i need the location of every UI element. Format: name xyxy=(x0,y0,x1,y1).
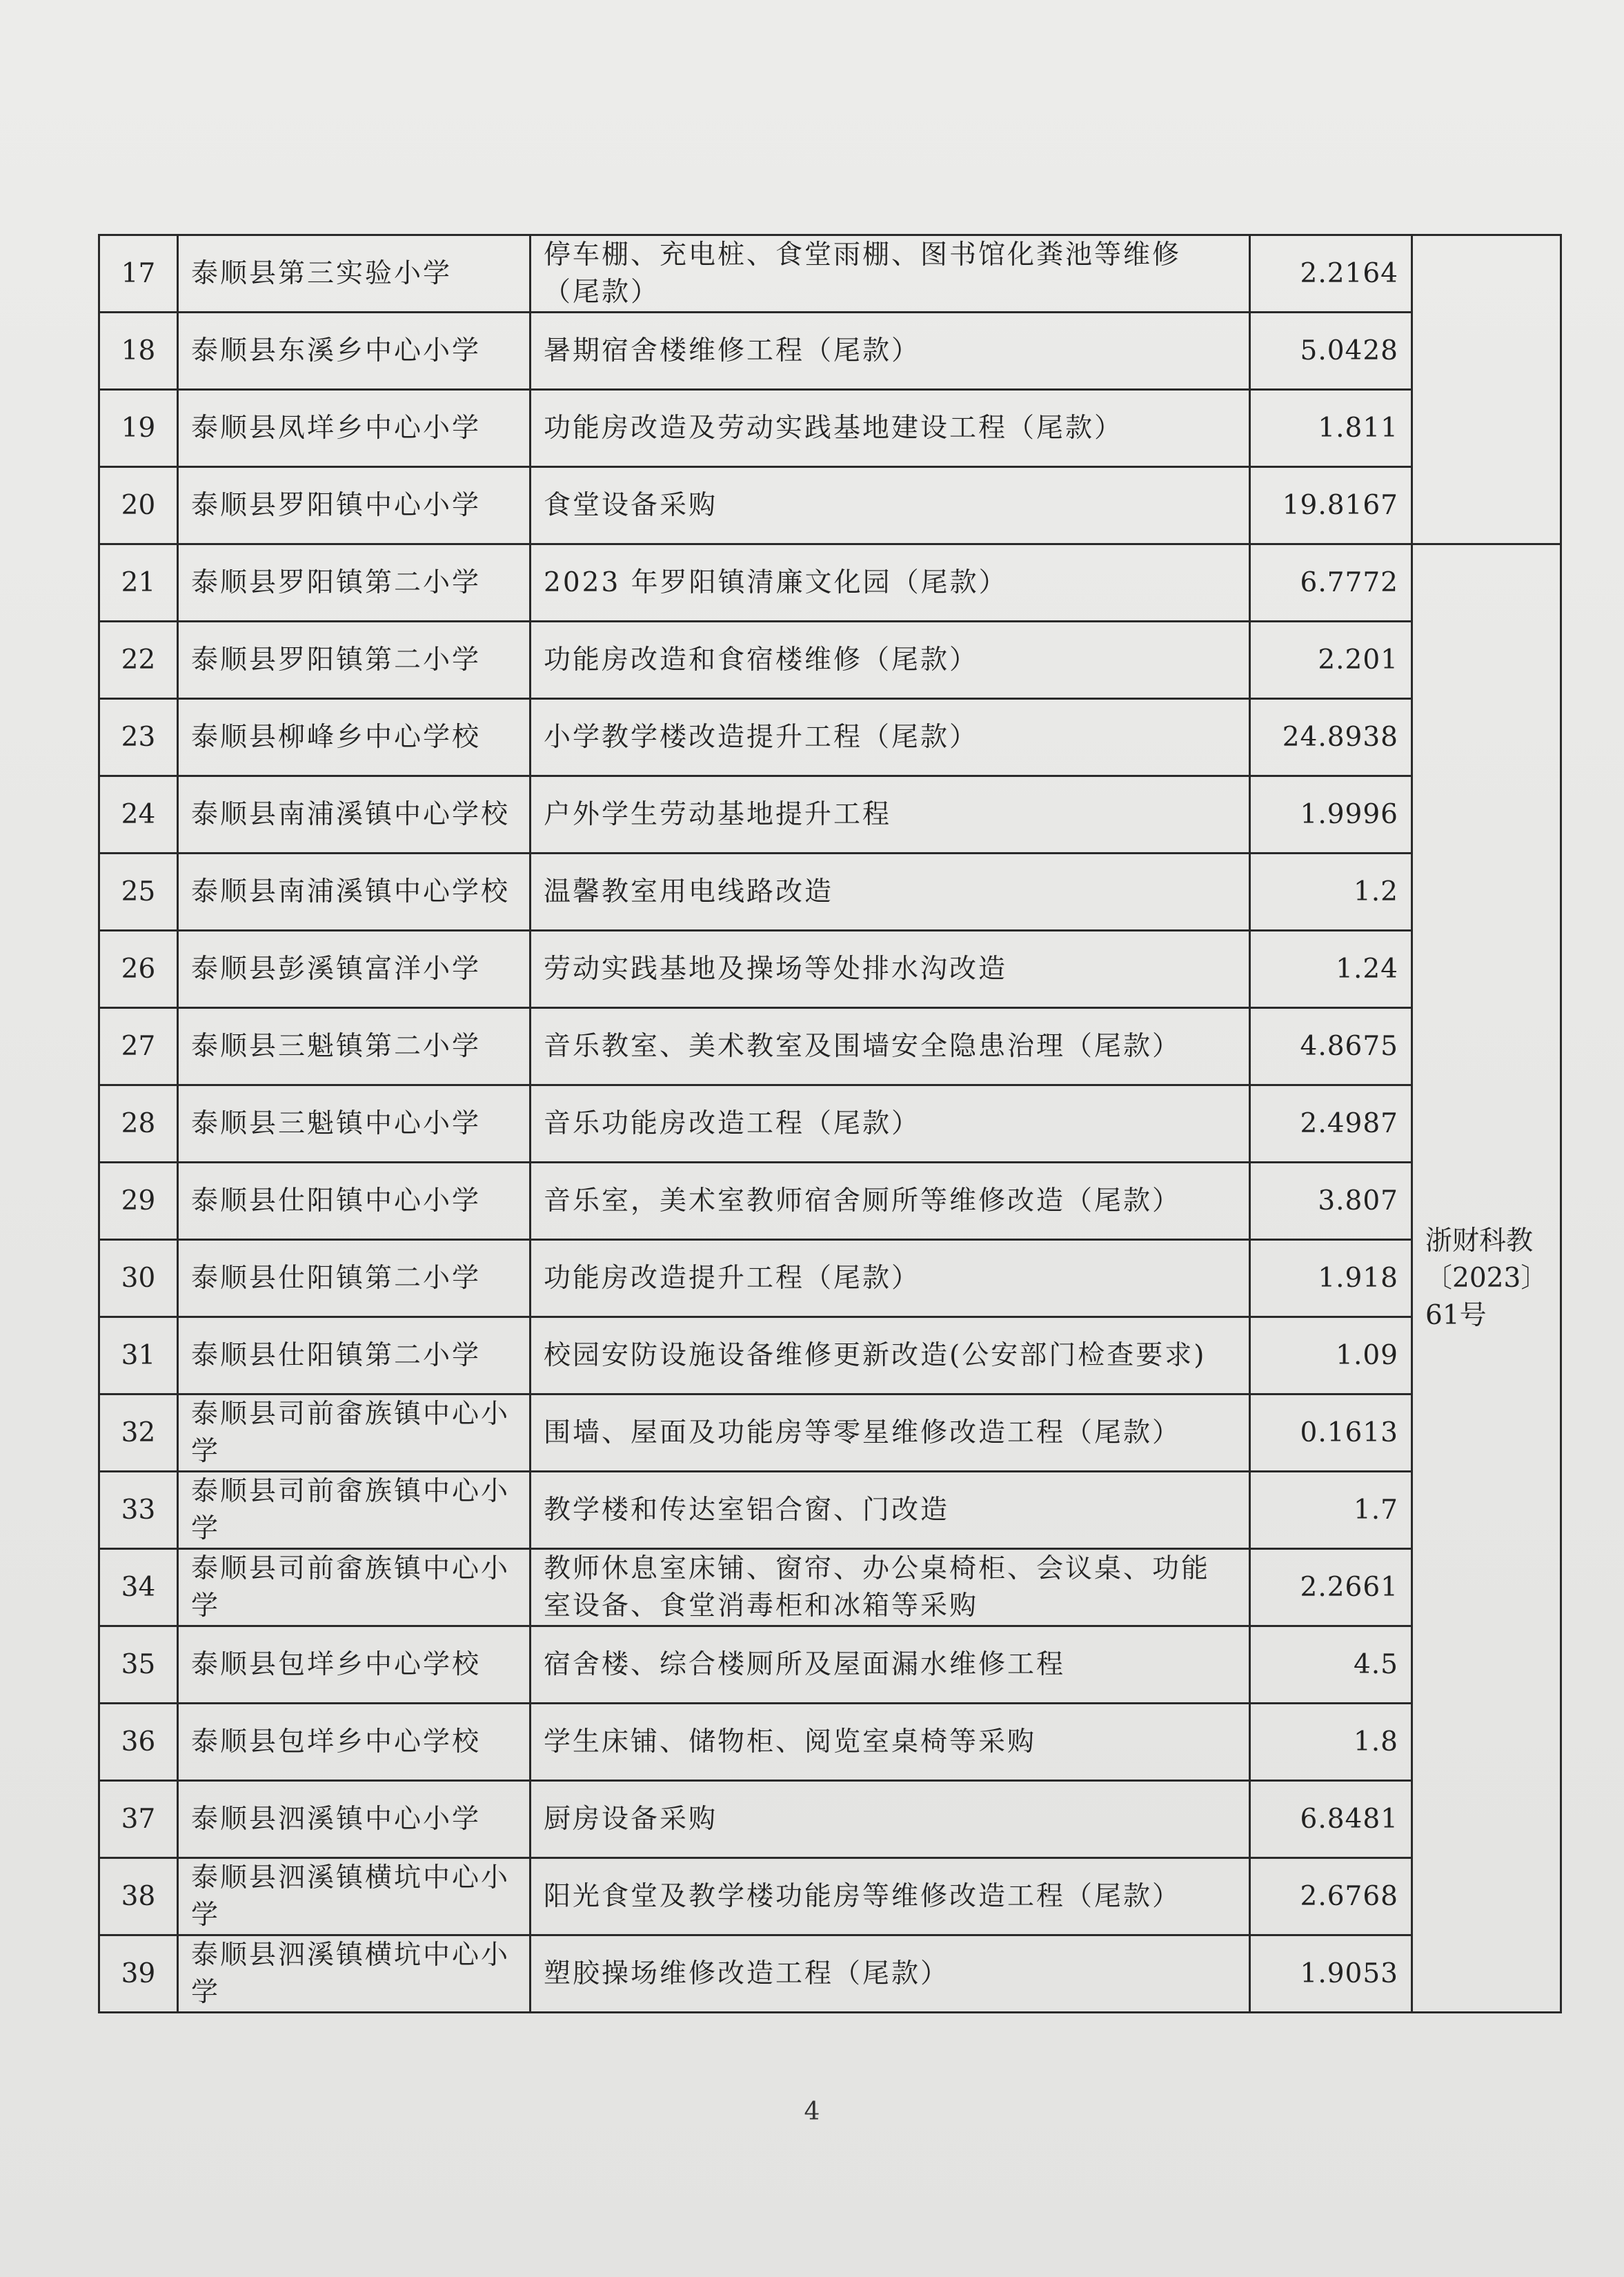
row-number: 24 xyxy=(99,776,178,854)
amount-value: 4.8675 xyxy=(1250,1008,1412,1085)
table-row xyxy=(99,1394,1561,1472)
table-row xyxy=(99,1781,1561,1858)
row-number: 22 xyxy=(99,622,178,699)
amount-value: 2.2164 xyxy=(1250,235,1412,313)
amount-value: 1.7 xyxy=(1250,1472,1412,1549)
amount-value: 1.2 xyxy=(1250,854,1412,931)
table-row xyxy=(99,467,1561,544)
school-name: 泰顺县东溪乡中心小学 xyxy=(178,313,531,390)
school-name: 泰顺县包垟乡中心学校 xyxy=(178,1704,531,1781)
table-row xyxy=(99,1240,1561,1317)
project-name: 功能房改造提升工程（尾款） xyxy=(531,1240,1250,1317)
table-row xyxy=(99,1085,1561,1163)
table-row xyxy=(99,854,1561,931)
row-number: 37 xyxy=(99,1781,178,1858)
amount-value: 2.2661 xyxy=(1250,1549,1412,1626)
school-name: 泰顺县包垟乡中心学校 xyxy=(178,1626,531,1704)
project-name: 2023 年罗阳镇清廉文化园（尾款） xyxy=(531,544,1250,622)
table-row xyxy=(99,235,1561,313)
allocation-table xyxy=(98,234,1562,2013)
table-row xyxy=(99,1549,1561,1626)
school-name: 泰顺县罗阳镇第二小学 xyxy=(178,544,531,622)
amount-value: 1.9996 xyxy=(1250,776,1412,854)
table-row xyxy=(99,622,1561,699)
project-name: 功能房改造及劳动实践基地建设工程（尾款） xyxy=(531,390,1250,467)
school-name: 泰顺县仕阳镇中心小学 xyxy=(178,1163,531,1240)
table-row xyxy=(99,390,1561,467)
amount-value: 6.8481 xyxy=(1250,1781,1412,1858)
table-row xyxy=(99,1163,1561,1240)
project-name: 停车棚、充电桩、食堂雨棚、图书馆化粪池等维修（尾款） xyxy=(531,235,1250,313)
row-number: 26 xyxy=(99,931,178,1008)
row-number: 34 xyxy=(99,1549,178,1626)
amount-value: 3.807 xyxy=(1250,1163,1412,1240)
table-row xyxy=(99,1858,1561,1935)
doc-ref-empty-cell xyxy=(1412,235,1561,544)
project-name: 温馨教室用电线路改造 xyxy=(531,854,1250,931)
table-row xyxy=(99,544,1561,622)
school-name: 泰顺县司前畲族镇中心小学 xyxy=(178,1394,531,1472)
school-name: 泰顺县南浦溪镇中心学校 xyxy=(178,854,531,931)
page-number: 4 xyxy=(804,2098,820,2126)
amount-value: 2.6768 xyxy=(1250,1858,1412,1935)
doc-ref-cell: 浙财科教〔2023〕61号 xyxy=(1412,544,1561,2013)
project-name: 教师休息室床铺、窗帘、办公桌椅柜、会议桌、功能室设备、食堂消毒柜和冰箱等采购 xyxy=(531,1549,1250,1626)
school-name: 泰顺县司前畲族镇中心小学 xyxy=(178,1472,531,1549)
school-name: 泰顺县罗阳镇中心小学 xyxy=(178,467,531,544)
school-name: 泰顺县泗溪镇横坑中心小学 xyxy=(178,1858,531,1935)
amount-value: 2.201 xyxy=(1250,622,1412,699)
project-name: 暑期宿舍楼维修工程（尾款） xyxy=(531,313,1250,390)
project-name: 音乐室，美术室教师宿舍厕所等维修改造（尾款） xyxy=(531,1163,1250,1240)
school-name: 泰顺县三魁镇第二小学 xyxy=(178,1008,531,1085)
row-number: 27 xyxy=(99,1008,178,1085)
row-number: 28 xyxy=(99,1085,178,1163)
row-number: 36 xyxy=(99,1704,178,1781)
school-name: 泰顺县罗阳镇第二小学 xyxy=(178,622,531,699)
project-name: 围墙、屋面及功能房等零星维修改造工程（尾款） xyxy=(531,1394,1250,1472)
amount-value: 1.8 xyxy=(1250,1704,1412,1781)
school-name: 泰顺县泗溪镇中心小学 xyxy=(178,1781,531,1858)
school-name: 泰顺县彭溪镇富洋小学 xyxy=(178,931,531,1008)
school-name: 泰顺县仕阳镇第二小学 xyxy=(178,1317,531,1394)
row-number: 33 xyxy=(99,1472,178,1549)
school-name: 泰顺县凤垟乡中心小学 xyxy=(178,390,531,467)
amount-value: 1.9053 xyxy=(1250,1935,1412,2013)
project-name: 食堂设备采购 xyxy=(531,467,1250,544)
row-number: 31 xyxy=(99,1317,178,1394)
row-number: 21 xyxy=(99,544,178,622)
project-name: 功能房改造和食宿楼维修（尾款） xyxy=(531,622,1250,699)
school-name: 泰顺县三魁镇中心小学 xyxy=(178,1085,531,1163)
school-name: 泰顺县柳峰乡中心学校 xyxy=(178,699,531,776)
row-number: 17 xyxy=(99,235,178,313)
project-name: 厨房设备采购 xyxy=(531,1781,1250,1858)
table-row xyxy=(99,1704,1561,1781)
row-number: 38 xyxy=(99,1858,178,1935)
project-name: 音乐教室、美术教室及围墙安全隐患治理（尾款） xyxy=(531,1008,1250,1085)
table-body xyxy=(99,235,1561,2013)
school-name: 泰顺县泗溪镇横坑中心小学 xyxy=(178,1935,531,2013)
school-name: 泰顺县第三实验小学 xyxy=(178,235,531,313)
row-number: 20 xyxy=(99,467,178,544)
row-number: 29 xyxy=(99,1163,178,1240)
project-name: 教学楼和传达室铝合窗、门改造 xyxy=(531,1472,1250,1549)
amount-value: 1.918 xyxy=(1250,1240,1412,1317)
amount-value: 5.0428 xyxy=(1250,313,1412,390)
school-name: 泰顺县仕阳镇第二小学 xyxy=(178,1240,531,1317)
school-name: 泰顺县司前畲族镇中心小学 xyxy=(178,1549,531,1626)
table-row xyxy=(99,931,1561,1008)
amount-value: 1.09 xyxy=(1250,1317,1412,1394)
project-name: 塑胶操场维修改造工程（尾款） xyxy=(531,1935,1250,2013)
project-name: 宿舍楼、综合楼厕所及屋面漏水维修工程 xyxy=(531,1626,1250,1704)
table-row xyxy=(99,1008,1561,1085)
table-row xyxy=(99,1317,1561,1394)
amount-value: 24.8938 xyxy=(1250,699,1412,776)
project-name: 阳光食堂及教学楼功能房等维修改造工程（尾款） xyxy=(531,1858,1250,1935)
project-name: 户外学生劳动基地提升工程 xyxy=(531,776,1250,854)
amount-value: 2.4987 xyxy=(1250,1085,1412,1163)
amount-value: 19.8167 xyxy=(1250,467,1412,544)
amount-value: 6.7772 xyxy=(1250,544,1412,622)
amount-value: 1.24 xyxy=(1250,931,1412,1008)
row-number: 23 xyxy=(99,699,178,776)
table-row xyxy=(99,776,1561,854)
project-name: 校园安防设施设备维修更新改造(公安部门检查要求) xyxy=(531,1317,1250,1394)
table-row xyxy=(99,699,1561,776)
row-number: 35 xyxy=(99,1626,178,1704)
table-row xyxy=(99,1935,1561,2013)
project-name: 小学教学楼改造提升工程（尾款） xyxy=(531,699,1250,776)
row-number: 19 xyxy=(99,390,178,467)
project-name: 音乐功能房改造工程（尾款） xyxy=(531,1085,1250,1163)
amount-value: 4.5 xyxy=(1250,1626,1412,1704)
amount-value: 0.1613 xyxy=(1250,1394,1412,1472)
project-name: 劳动实践基地及操场等处排水沟改造 xyxy=(531,931,1250,1008)
table-row xyxy=(99,313,1561,390)
row-number: 39 xyxy=(99,1935,178,2013)
row-number: 32 xyxy=(99,1394,178,1472)
project-name: 学生床铺、储物柜、阅览室桌椅等采购 xyxy=(531,1704,1250,1781)
school-name: 泰顺县南浦溪镇中心学校 xyxy=(178,776,531,854)
table-row xyxy=(99,1472,1561,1549)
row-number: 18 xyxy=(99,313,178,390)
row-number: 30 xyxy=(99,1240,178,1317)
table-row xyxy=(99,1626,1561,1704)
row-number: 25 xyxy=(99,854,178,931)
amount-value: 1.811 xyxy=(1250,390,1412,467)
